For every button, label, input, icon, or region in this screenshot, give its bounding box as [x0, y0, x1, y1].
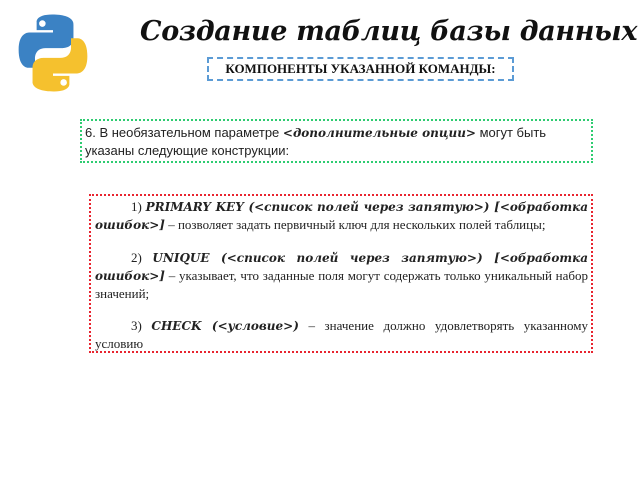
item-description: – позволяет задать первичный ключ для нескольких полей таблицы; — [164, 217, 546, 232]
subtitle-box — [207, 57, 514, 81]
constraints-list — [89, 194, 593, 353]
subtitle-text: КОМПОНЕНТЫ УКАЗАННОЙ КОМАНДЫ: — [225, 61, 496, 76]
item-keyword: PRIMARY KEY (<список полей через запятую>) [<обработка ошибок>] — [95, 200, 588, 232]
item-description: – указывает, что заданные поля могут содержать только уникальный набор значений; — [95, 268, 588, 301]
list-item-check — [95, 317, 588, 352]
intro-paragraph — [80, 119, 593, 163]
item-keyword: UNIQUE (<список полей через запятую>) [<обработка ошибок>] — [95, 251, 588, 283]
item-keyword: CHECK (<условие>) — [151, 319, 299, 333]
intro-suffix: могут быть указаны следующие конструкции: — [85, 125, 547, 158]
intro-emphasis: <дополнительные опции> — [282, 126, 476, 140]
item-description: – значение должно удовлетворять указанному условию — [95, 318, 588, 351]
python-logo-icon — [8, 8, 98, 98]
item-number: 3) — [131, 318, 152, 333]
item-number: 1) — [131, 199, 146, 214]
list-item-unique — [95, 249, 588, 302]
page-title: Создание таблиц базы данных — [140, 16, 638, 47]
list-item-primary-key — [95, 198, 588, 234]
intro-prefix: 6. В необязательном параметре — [85, 125, 283, 140]
item-number: 2) — [131, 250, 153, 265]
